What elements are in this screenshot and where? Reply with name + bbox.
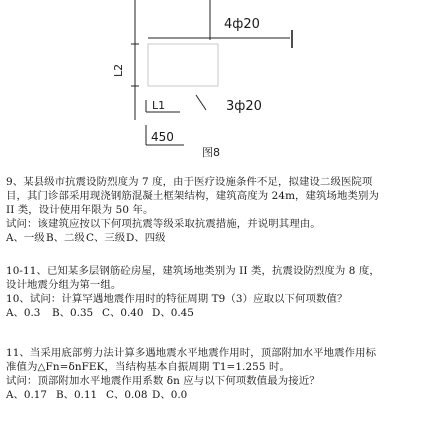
q10-option-d[interactable]: D、0.45 xyxy=(152,307,194,319)
q9-stem-line-3: II 类，设计使用年限为 50 年。 xyxy=(6,204,154,216)
q9-option-d[interactable]: D、四级 xyxy=(126,232,166,244)
q11-option-d[interactable]: D、0.0 xyxy=(152,389,188,401)
q11-option-c[interactable]: C、0.08 xyxy=(106,389,148,401)
figure-caption: 图8 xyxy=(202,146,220,159)
l2-label: L2 xyxy=(112,63,125,77)
q11-option-b[interactable]: B、0.11 xyxy=(56,389,98,401)
bottom-rebar-label: 3ф20 xyxy=(226,99,262,114)
q10-intro-line-2: 设计地震分组为第一组。 xyxy=(6,279,122,291)
top-rebar-label: 4ф20 xyxy=(224,17,260,32)
q9-stem-line-2: 目，其门诊部采用现浇钢筋混凝土框架结构，建筑高度为 24m，建筑场地类别为 xyxy=(6,190,379,202)
question-10 xyxy=(6,265,444,335)
beam-outline xyxy=(148,44,218,86)
q11-question: 试问：顶部附加水平地震作用系数 δn 应与以下何项数值最为接近？ xyxy=(6,375,320,387)
q9-option-c[interactable]: C、三级 xyxy=(86,232,126,244)
q10-option-c[interactable]: C、0.40 xyxy=(102,307,144,319)
l1-label: L1 xyxy=(152,99,166,112)
q10-option-a[interactable]: A、0.3 xyxy=(6,307,41,319)
q9-question: 试问：该建筑应按以下何项抗震等级采取抗震措施，并说明其理由。 xyxy=(6,218,321,230)
question-11 xyxy=(6,347,444,417)
q11-stem-line-1: 11、当采用底部剪力法计算多遇地震水平地震作用时，顶部附加水平地震作用标 xyxy=(6,347,377,359)
bottom-rebar-leader xyxy=(196,95,206,110)
q11-option-a[interactable]: A、0.17 xyxy=(6,389,48,401)
question-9 xyxy=(6,176,444,256)
rebar-section-figure xyxy=(0,0,448,160)
q10-question: 10、试问：计算罕遇地震作用时的特征周期 T9（3）应取以下何项数值？ xyxy=(6,293,348,305)
q9-option-a[interactable]: A、一级 xyxy=(6,232,45,244)
q9-option-b[interactable]: B、二级 xyxy=(46,232,85,244)
q10-option-b[interactable]: B、0.35 xyxy=(52,307,94,319)
dimension-450-label: 450 xyxy=(151,130,174,144)
q10-intro-line-1: 10-11、已知某多层钢筋砼房屋，建筑场地类别为 II 类，抗震设防烈度为 8 度， xyxy=(6,265,380,277)
q11-stem-line-2: 准值为△Fn=δnFEK，当结构基本自振周期 T1=1.255 时。 xyxy=(6,361,290,373)
q9-stem-line-1: 9、某县级市抗震设防烈度为 7 度，由于医疗设施条件不足，拟建设二级医院项 xyxy=(6,176,373,188)
